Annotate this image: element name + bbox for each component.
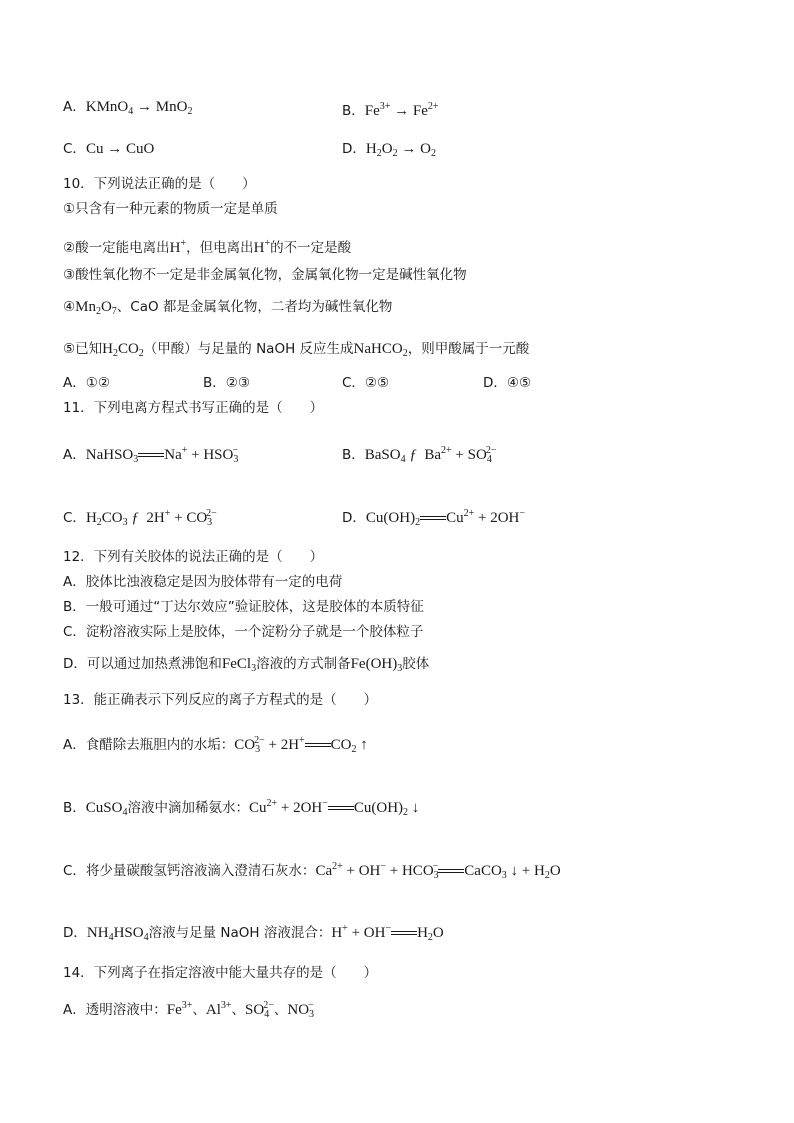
q11-option-a: A．NaHSO$_3$ $Na^+ + HSO_3^-$ — [63, 445, 239, 465]
q14-stem: 14．下列离子在指定溶液中能大量共存的是（ ） — [63, 965, 378, 981]
q9-option-d: D．$H_2O_2 \to O_2$ — [342, 141, 436, 159]
q14-option-a: A．透明溶液中：$Fe^{3+}$、$Al^{3+}$、$SO_4^{2-}$、$NO_3^-$ — [63, 1000, 315, 1020]
formula: $Fe^{3+} \to Fe^{2+}$ — [364, 101, 439, 119]
q11-option-c: C．$H_2CO_3$ ƒ $2H^+ + CO_3^{2-}$ — [63, 508, 217, 528]
q10-statement-2: ②酸一定能电离出H+，但电离出H+的不一定是酸 — [63, 238, 352, 256]
q10-statement-3: ③酸性氧化物不一定是非金属氧化物，金属氧化物一定是碱性氧化物 — [63, 267, 467, 283]
q9-option-b: B．$Fe^{3+} \to Fe^{2+}$ — [342, 101, 439, 119]
q12-option-a: A．胶体比浊液稳定是因为胶体带有一定的电荷 — [63, 574, 343, 590]
q12-option-c: C．淀粉溶液实际上是胶体，一个淀粉分子就是一个胶体粒子 — [63, 624, 424, 640]
q13-stem: 13．能正确表示下列反应的离子方程式的是（ ） — [63, 692, 378, 708]
formula: $H_2O_2 \to O_2$ — [365, 141, 436, 159]
q10-option-c: C．②⑤ — [342, 375, 390, 391]
q9-option-a: A．KMnO$_4$ → MnO$_2$ — [63, 99, 193, 117]
q11-stem: 11．下列电离方程式书写正确的是（ ） — [63, 400, 324, 416]
q9-option-c: C．Cu → CuO — [63, 141, 155, 157]
formula: KMnO$_4$ → MnO$_2$ — [85, 99, 193, 117]
q11-option-b: B．BaSO$_4$ ƒ $Ba^{2+} + SO_4^{2-}$ — [342, 445, 497, 465]
q10-option-b: B．②③ — [203, 375, 250, 391]
q12-option-d: D．可以通过加热煮沸饱和FeCl$_3$溶液的方式制备$Fe(OH)_3$胶体 — [63, 656, 430, 674]
q12-stem: 12．下列有关胶体的说法正确的是（ ） — [63, 549, 324, 565]
q10-statement-1: ①只含有一种元素的物质一定是单质 — [63, 201, 278, 217]
q13-option-b: B．CuSO$_4$溶液中滴加稀氨水：$Cu^{2+} + 2OH^-$ $Cu(OH)_2$ ↓ — [63, 798, 420, 818]
q11-option-d: D．$Cu(OH)_2$ $Cu^{2+} + 2OH^-$ — [342, 508, 525, 528]
q10-option-a: A．①② — [63, 375, 110, 391]
q10-stem: 10．下列说法正确的是（ ） — [63, 176, 256, 192]
q10-statement-4: $④Mn_2O_7$、CaO 都是金属氧化物，二者均为碱性氧化物 — [63, 299, 393, 317]
formula: Cu → CuO — [85, 141, 155, 157]
q12-option-b: B．一般可通过“丁达尔效应”验证胶体，这是胶体的本质特征 — [63, 599, 424, 615]
q13-option-c: C．将少量碳酸氢钙溶液滴入澄清石灰水：$Ca^{2+} + OH^- + HCO_3^-$ CaCO$_3$ ↓ + $H_2O$ — [63, 861, 561, 881]
q13-option-d: D．$NH_4HSO_4$溶液与足量 NaOH 溶液混合：H+ + OH− $H_2O$ — [63, 923, 444, 943]
q13-option-a: A．食醋除去瓶胆内的水垢：$CO_3^{2-} + 2H^+$ $CO_2$ ↑ — [63, 735, 368, 755]
q10-option-d: D．④⑤ — [483, 375, 532, 391]
q10-statement-5: ⑤已知$H_2CO_2$（甲酸）与足量的 NaOH 反应生成NaHCO$_2$，则甲酸属于一元酸 — [63, 341, 530, 359]
